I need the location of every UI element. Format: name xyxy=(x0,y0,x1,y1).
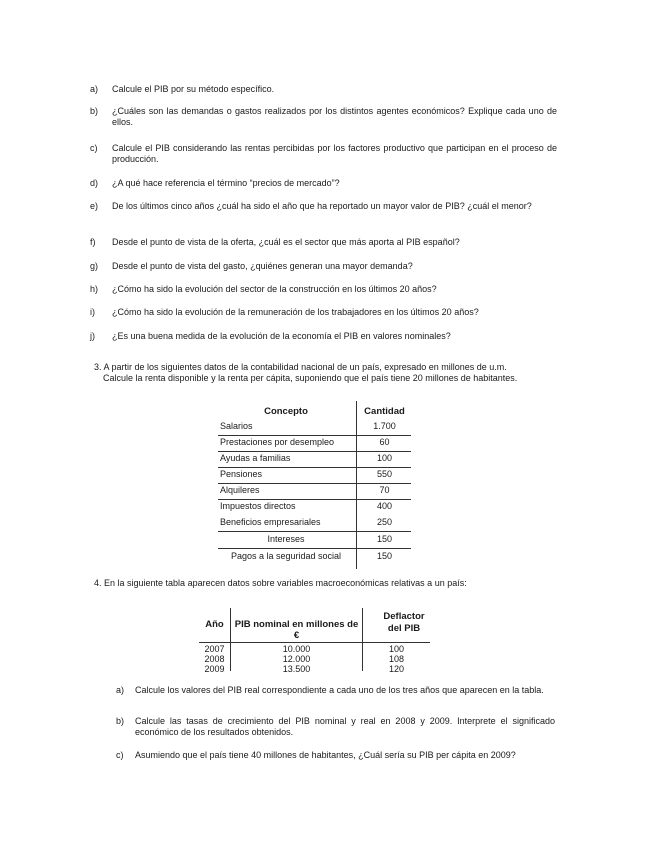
table-row xyxy=(216,549,412,565)
table-cell-cantidad: 60 xyxy=(379,437,390,447)
table-cell-concepto: Pagos a la seguridad social xyxy=(230,551,342,561)
table-row xyxy=(216,435,412,451)
table-cell-concepto: Ayudas a familias xyxy=(220,453,291,463)
table-header-concepto: Concepto xyxy=(264,406,308,417)
table-cell-concepto: Salarios xyxy=(220,421,253,431)
table-row xyxy=(216,419,412,435)
table-cell-cantidad: 150 xyxy=(376,534,393,544)
section-3-intro xyxy=(94,362,564,384)
subquestion-text: Calcule las tasas de crecimiento del PIB nominal y real en 2008 y 2009. Interprete el significado económico de los resultados obtenidos. xyxy=(135,716,555,737)
table-cell-concepto: Impuestos directos xyxy=(220,501,296,511)
table-cell-pib: 13.500 xyxy=(282,664,311,674)
question-text: ¿Cuáles son las demandas o gastos realizados por los distintos agentes económicos? Explique cada uno de ellos. xyxy=(112,106,557,127)
section-4-line-1: 4. En la siguiente tabla aparecen datos sobre variables macroeconómicas relativas a un país: xyxy=(94,578,467,588)
table-cell-concepto: Beneficios empresariales xyxy=(220,517,321,527)
table-cell-cantidad: 250 xyxy=(376,517,393,527)
table-header-year: Año xyxy=(205,619,224,630)
question-label: h) xyxy=(90,284,99,294)
table-cell-concepto: Intereses xyxy=(267,534,305,544)
table-cell-year: 2008 xyxy=(204,654,225,664)
question-text: Calcule el PIB considerando las rentas percibidas por los factores productivo que participan en el proceso de producción. xyxy=(112,143,557,164)
question-text: ¿Es una buena medida de la evolución de la economía el PIB en valores nominales? xyxy=(112,331,451,341)
table-header-deflactor: Deflactor del PIB xyxy=(383,611,425,634)
question-label: e) xyxy=(90,201,99,211)
question-label: g) xyxy=(90,261,99,271)
section-3-line-1: 3. A partir de los siguientes datos de la contabilidad nacional de un país, expresado en millones de u.m. xyxy=(94,362,507,372)
question-text: ¿Cómo ha sido la evolución del sector de la construcción en los últimos 20 años? xyxy=(112,284,437,294)
table-cell-cantidad: 550 xyxy=(376,469,393,479)
question-text: Calcule el PIB por su método específico. xyxy=(112,84,275,94)
question-label: b) xyxy=(90,106,99,116)
table-cell-cantidad: 150 xyxy=(376,551,393,561)
table-cell-deflactor: 120 xyxy=(388,664,405,674)
question-text: ¿A qué hace referencia el término “precios de mercado”? xyxy=(112,178,340,188)
table-cell-pib: 12.000 xyxy=(282,654,311,664)
table-row xyxy=(216,467,412,483)
subquestion-text: Asumiendo que el país tiene 40 millones de habitantes, ¿Cuál sería su PIB per cápita en 2009? xyxy=(135,750,516,760)
table-cell-cantidad: 1.700 xyxy=(373,421,396,431)
table-row xyxy=(216,451,412,467)
table-cell-deflactor: 100 xyxy=(388,644,405,654)
question-label: d) xyxy=(90,178,99,188)
question-text: Desde el punto de vista de la oferta, ¿cuál es el sector que más aporta al PIB español? xyxy=(112,237,460,247)
table-cell-deflactor: 108 xyxy=(388,654,405,664)
question-label: a) xyxy=(90,84,99,94)
table-header-pib-nominal: PIB nominal en millones de € xyxy=(234,619,359,641)
section-4-intro xyxy=(94,578,564,589)
table-cell-pib: 10.000 xyxy=(282,644,311,654)
table-cell-concepto: Alquileres xyxy=(220,485,260,495)
question-text: ¿Cómo ha sido la evolución de la remuneración de los trabajadores en los últimos 20 años? xyxy=(112,307,479,317)
macro-variables-table xyxy=(199,608,430,674)
table-cell-concepto: Pensiones xyxy=(220,469,263,479)
subquestion-text: Calcule los valores del PIB real correspondiente a cada uno de los tres años que aparecen en la tabla. xyxy=(135,685,544,695)
table-cell-cantidad: 400 xyxy=(376,501,393,511)
table-row xyxy=(216,515,412,531)
table-row xyxy=(216,483,412,499)
table-cell-cantidad: 100 xyxy=(376,453,393,463)
subquestion-label: b) xyxy=(116,716,125,726)
table-cell-year: 2009 xyxy=(204,664,225,674)
table-cell-year: 2007 xyxy=(204,644,225,654)
question-label: f) xyxy=(90,237,96,247)
table-header-cantidad: Cantidad xyxy=(364,406,405,417)
subquestion-label: a) xyxy=(116,685,125,695)
question-label: i) xyxy=(90,307,95,317)
question-text: De los últimos cinco años ¿cuál ha sido el año que ha reportado un mayor valor de PIB? ¿cuál el menor? xyxy=(112,201,532,211)
table-cell-cantidad: 70 xyxy=(379,485,390,495)
national-accounts-table xyxy=(216,401,412,569)
table-cell-concepto: Prestaciones por desempleo xyxy=(220,437,335,447)
question-label: c) xyxy=(90,143,98,153)
table-row xyxy=(216,499,412,515)
question-text: Desde el punto de vista del gasto, ¿quiénes generan una mayor demanda? xyxy=(112,261,413,271)
question-label: j) xyxy=(90,331,95,341)
subquestion-label: c) xyxy=(116,750,124,760)
section-3-line-2: Calcule la renta disponible y la renta per cápita, suponiendo que el país tiene 20 millones de habitantes. xyxy=(103,373,518,383)
table-row xyxy=(216,532,412,548)
